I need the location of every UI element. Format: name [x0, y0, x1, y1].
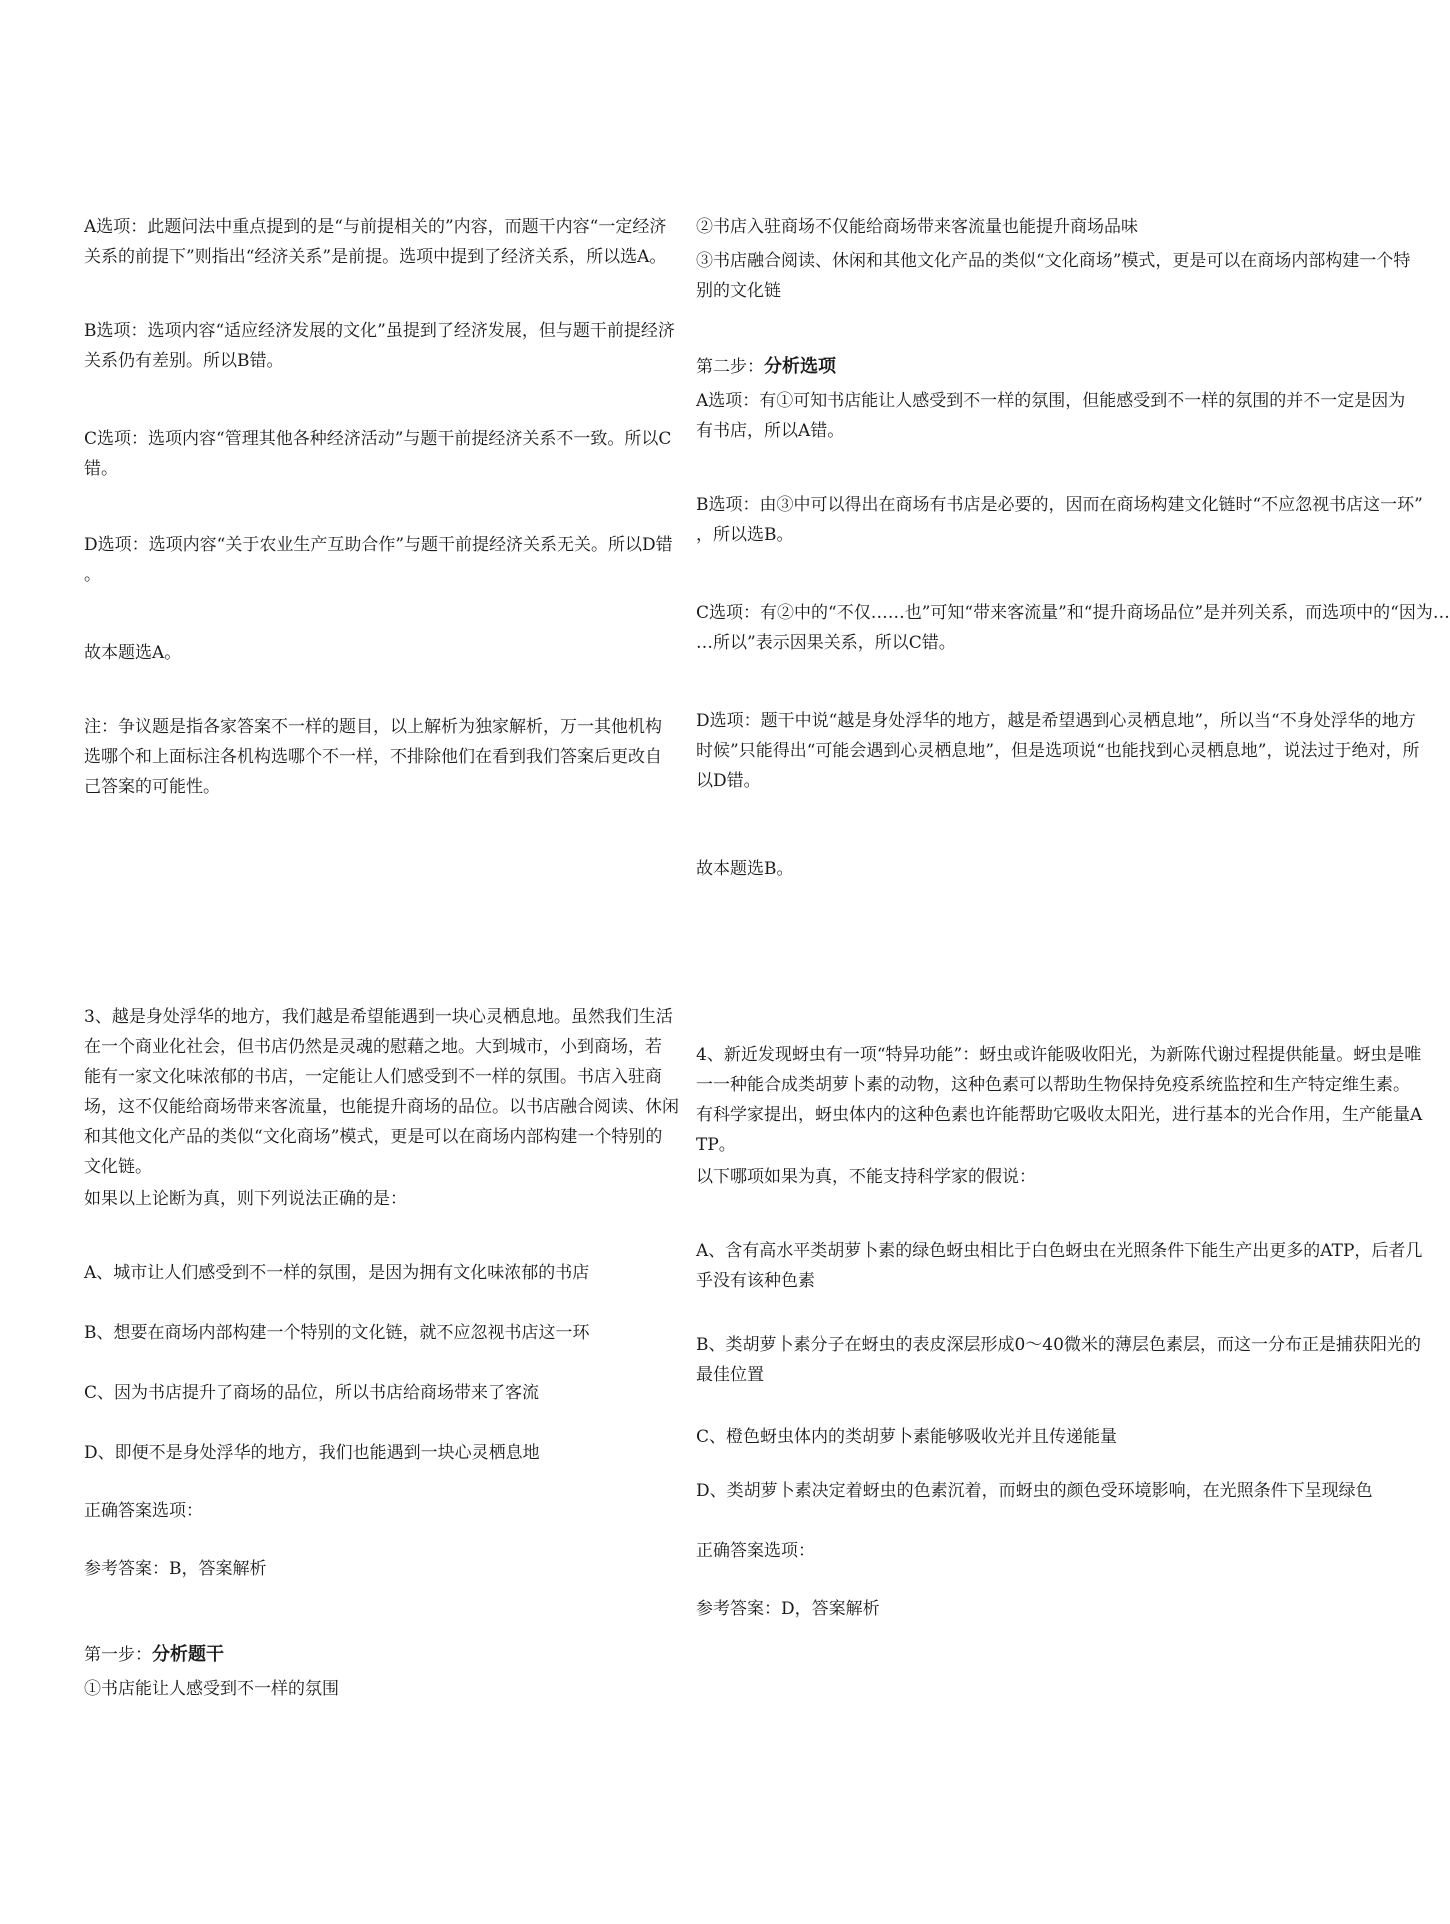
option-c: C、橙色蚜虫体内的类胡萝卜素能够吸收光并且传递能量: [696, 1427, 1118, 1447]
option-c: C、因为书店提升了商场的品位，所以书店给商场带来了客流: [84, 1383, 540, 1403]
option-c-analysis: C选项：有②中的“不仅……也”可知“带来客流量”和“提升商场品位”是并列关系，而选项中的“因为… …所以”表示因果关系，所以C错。: [696, 603, 1450, 653]
option-b-analysis: B选项：由③中可以得出在商场有书店是必要的，因而在商场构建文化链时“不应忽视书店这一环” ，所以选B。: [696, 495, 1423, 545]
question-prompt: 如果以上论断为真，则下列说法正确的是：: [84, 1189, 407, 1209]
step1-heading: 第一步：分析题干: [84, 1644, 224, 1665]
option-a-explanation: A选项：此题问法中重点提到的是“与前提相关的”内容，而题干内容“一定经济 关系的前提下”则指出“经济关系”是前提。选项中提到了经济关系，所以选A。: [84, 217, 667, 267]
option-d-analysis: D选项：题干中说“越是身处浮华的地方，越是希望遇到心灵栖息地”，所以当“不身处浮华的地方 时候”只能得出“可能会遇到心灵栖息地”，但是选项说“也能找到心灵栖息地”，说法过于绝对，所 以D错。: [696, 711, 1420, 791]
analysis-point-2: ②书店入驻商场不仅能给商场带来客流量也能提升商场品味: [696, 217, 1138, 237]
question-stem: 3、越是身处浮华的地方，我们越是希望能遇到一块心灵栖息地。虽然我们生活 在一个商业化社会，但书店仍然是灵魂的慰藉之地。大到城市，小到商场，若 能有一家文化味浓郁的书店，一定能让人们感受到不一样的氛围。书店入驻商 场，这不仅能给商场带来客流量，也能提升商场的品位。以书店融合阅读、休闲 和其他文化产品的类似“文化商场”模式，更是可以在商场内部构建一个特别的 文化链。: [84, 1007, 679, 1177]
option-b-explanation: B选项：选项内容“适应经济发展的文化”虽提到了经济发展，但与题干前提经济 关系仍有差别。所以B错。: [84, 321, 675, 371]
conclusion-text: 故本题选A。: [84, 643, 182, 663]
reference-answer: 参考答案：B，答案解析: [84, 1559, 267, 1579]
option-d-explanation: D选项：选项内容“关于农业生产互助合作”与题干前提经济关系无关。所以D错 。: [84, 535, 673, 585]
option-a: A、含有高水平类胡萝卜素的绿色蚜虫相比于白色蚜虫在光照条件下能生产出更多的ATP，后者几 乎没有该种色素: [696, 1241, 1423, 1291]
answer-label: 正确答案选项：: [84, 1501, 203, 1521]
reference-answer: 参考答案：D，答案解析: [696, 1599, 880, 1619]
question-stem: 4、新近发现蚜虫有一项“特异功能”：蚜虫或许能吸收阳光，为新陈代谢过程提供能量。蚜虫是唯 一一种能合成类胡萝卜素的动物，这种色素可以帮助生物保持免疫系统监控和生产特定维生素。 有科学家提出，蚜虫体内的这种色素也许能帮助它吸收太阳光，进行基本的光合作用，生产能量A TP。: [696, 1045, 1423, 1155]
question-prompt: 以下哪项如果为真，不能支持科学家的假说：: [696, 1167, 1036, 1187]
analysis-point-3: ③书店融合阅读、休闲和其他文化产品的类似“文化商场”模式，更是可以在商场内部构建一个特 别的文化链: [696, 251, 1411, 301]
option-a: A、城市让人们感受到不一样的氛围，是因为拥有文化味浓郁的书店: [84, 1263, 590, 1283]
conclusion-text: 故本题选B。: [696, 859, 794, 879]
dispute-note: 注：争议题是指各家答案不一样的题目，以上解析为独家解析，万一其他机构 选哪个和上面标注各机构选哪个不一样，不排除他们在看到我们答案后更改自 己答案的可能性。: [84, 717, 662, 797]
analysis-point-1: ①书店能让人感受到不一样的氛围: [84, 1679, 339, 1699]
option-d: D、类胡萝卜素决定着蚜虫的色素沉着，而蚜虫的颜色受环境影响，在光照条件下呈现绿色: [696, 1481, 1373, 1501]
option-b: B、类胡萝卜素分子在蚜虫的表皮深层形成0～40微米的薄层色素层，而这一分布正是捕获阳光的 最佳位置: [696, 1335, 1421, 1385]
option-d: D、即便不是身处浮华的地方，我们也能遇到一块心灵栖息地: [84, 1443, 540, 1463]
option-a-analysis: A选项：有①可知书店能让人感受到不一样的氛围，但能感受到不一样的氛围的并不一定是因为 有书店，所以A错。: [696, 391, 1406, 441]
step2-heading: 第二步：分析选项: [696, 356, 836, 377]
answer-label: 正确答案选项：: [696, 1541, 815, 1561]
option-c-explanation: C选项：选项内容“管理其他各种经济活动”与题干前提经济关系不一致。所以C 错。: [84, 429, 672, 479]
option-b: B、想要在商场内部构建一个特别的文化链，就不应忽视书店这一环: [84, 1323, 590, 1343]
